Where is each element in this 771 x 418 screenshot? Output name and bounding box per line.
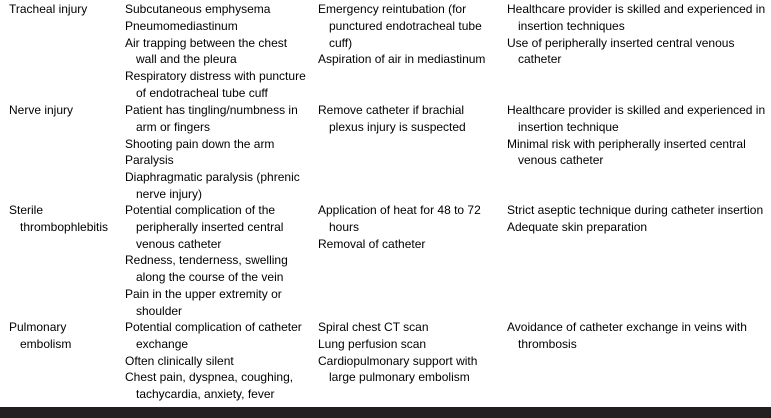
complication-name: Sterile thrombophlebitis bbox=[9, 203, 109, 234]
sign-item: Paralysis bbox=[125, 153, 174, 168]
sign-item: Air trapping between the chest wall and the pleura bbox=[125, 35, 288, 67]
treatment-item: Cardiopulmonary support with large pulmonary embolism bbox=[318, 353, 478, 385]
complication-name: Pulmonary embolism bbox=[9, 320, 72, 351]
complication-cell bbox=[9, 1, 119, 18]
sign-item: Potential complication of the peripherally inserted central venous catheter bbox=[125, 203, 284, 251]
prevention-item: Healthcare provider is skilled and experienced in insertion techniques bbox=[507, 2, 766, 33]
sign-item: Diaphragmatic paralysis (phrenic nerve injury) bbox=[125, 170, 300, 201]
complication-cell bbox=[9, 202, 119, 236]
treatment-item: Emergency reintubation (for punctured endotracheal tube cuff) bbox=[318, 2, 482, 50]
sign-item: Subcutaneous emphysema bbox=[125, 2, 271, 16]
sign-item: Pneumomediastinum bbox=[125, 18, 238, 33]
complication-name: Tracheal injury bbox=[9, 2, 88, 16]
signs-cell bbox=[125, 319, 310, 403]
signs-cell bbox=[125, 202, 310, 320]
treatment-item: Aspiration of air in mediastinum bbox=[318, 52, 486, 67]
complication-name: Nerve injury bbox=[9, 103, 74, 117]
complication-cell bbox=[9, 319, 119, 353]
sign-item: Patient has tingling/numbness in arm or fingers bbox=[125, 103, 298, 134]
sign-item: Often clinically silent bbox=[125, 353, 234, 368]
table-bottom-rule bbox=[0, 407, 771, 418]
prevention-cell bbox=[507, 202, 767, 236]
treatment-item: Removal of catheter bbox=[318, 236, 426, 251]
treatment-cell bbox=[318, 319, 493, 386]
treatment-item: Spiral chest CT scan bbox=[318, 320, 429, 334]
prevention-item: Minimal risk with peripherally inserted central venous catheter bbox=[507, 136, 746, 168]
prevention-item: Avoidance of catheter exchange in veins with thrombosis bbox=[507, 320, 747, 351]
sign-item: Chest pain, dyspnea, coughing, tachycardia, anxiety, fever bbox=[125, 370, 294, 402]
prevention-cell bbox=[507, 319, 767, 353]
sign-item: Shooting pain down the arm bbox=[125, 136, 275, 151]
sign-item: Pain in the upper extremity or shoulder bbox=[125, 286, 282, 318]
prevention-item: Use of peripherally inserted central venous catheter bbox=[507, 35, 735, 67]
complication-cell bbox=[9, 102, 119, 119]
treatment-item: Lung perfusion scan bbox=[318, 336, 427, 351]
treatment-cell bbox=[318, 1, 493, 68]
sign-item: Respiratory distress with puncture of endotracheal tube cuff bbox=[125, 69, 306, 100]
prevention-cell bbox=[507, 1, 767, 68]
sign-item: Potential complication of catheter exchange bbox=[125, 320, 302, 351]
prevention-item: Adequate skin preparation bbox=[507, 219, 648, 234]
treatment-item: Application of heat for 48 to 72 hours bbox=[318, 203, 481, 234]
prevention-cell bbox=[507, 102, 767, 169]
prevention-item: Healthcare provider is skilled and experienced in insertion technique bbox=[507, 103, 766, 134]
treatment-cell bbox=[318, 102, 493, 136]
prevention-item: Strict aseptic technique during catheter insertion bbox=[507, 203, 764, 217]
signs-cell bbox=[125, 1, 310, 102]
treatment-item: Remove catheter if brachial plexus injury is suspected bbox=[318, 103, 466, 134]
treatment-cell bbox=[318, 202, 493, 252]
signs-cell bbox=[125, 102, 310, 203]
sign-item: Redness, tenderness, swelling along the course of the vein bbox=[125, 253, 288, 285]
